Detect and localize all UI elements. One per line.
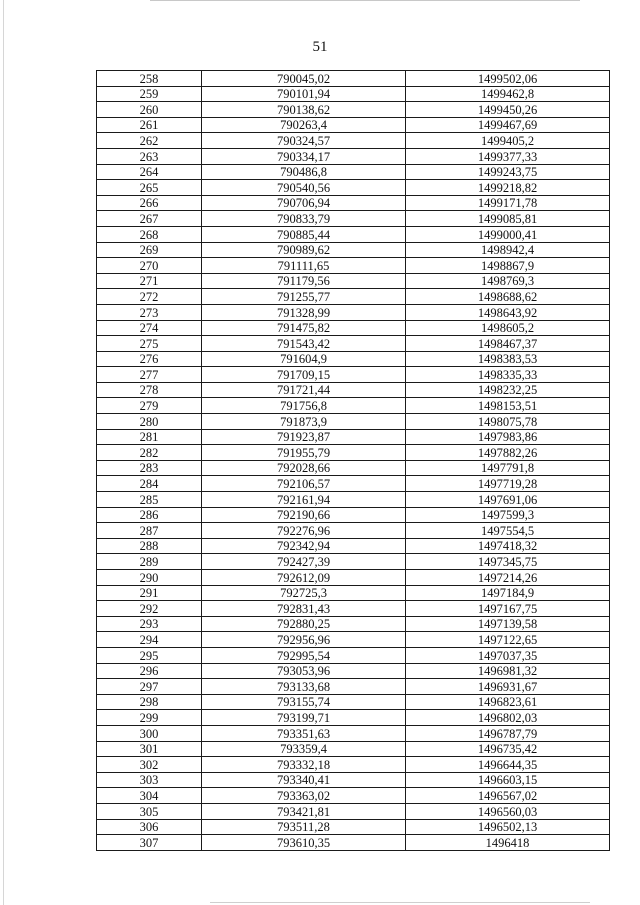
table-row <box>97 476 610 492</box>
point-number-cell: 307 <box>97 835 202 851</box>
point-number-cell: 265 <box>97 180 202 196</box>
x-coordinate-cell: 790885,44 <box>202 226 406 242</box>
y-coordinate-cell: 1499467,69 <box>406 117 610 133</box>
point-number-cell: 300 <box>97 725 202 741</box>
point-number-cell: 287 <box>97 523 202 539</box>
y-coordinate-cell: 1498942,4 <box>406 242 610 258</box>
point-number-cell: 278 <box>97 382 202 398</box>
x-coordinate-cell: 790833,79 <box>202 211 406 227</box>
y-coordinate-cell: 1497139,58 <box>406 616 610 632</box>
x-coordinate-cell: 792276,96 <box>202 523 406 539</box>
y-coordinate-cell: 1496567,02 <box>406 788 610 804</box>
y-coordinate-cell: 1497418,32 <box>406 538 610 554</box>
y-coordinate-cell: 1497122,65 <box>406 632 610 648</box>
y-coordinate-cell: 1496981,32 <box>406 663 610 679</box>
point-number-cell: 294 <box>97 632 202 648</box>
table-row <box>97 195 610 211</box>
y-coordinate-cell: 1498643,92 <box>406 304 610 320</box>
x-coordinate-cell: 792995,54 <box>202 647 406 663</box>
y-coordinate-cell: 1496502,13 <box>406 819 610 835</box>
point-number-cell: 275 <box>97 336 202 352</box>
point-number-cell: 297 <box>97 679 202 695</box>
table-row <box>97 133 610 149</box>
y-coordinate-cell: 1498867,9 <box>406 258 610 274</box>
scan-edge-bottom <box>210 902 590 903</box>
x-coordinate-cell: 792190,66 <box>202 507 406 523</box>
coordinates-table-body <box>97 71 610 851</box>
x-coordinate-cell: 790540,56 <box>202 180 406 196</box>
point-number-cell: 281 <box>97 429 202 445</box>
point-number-cell: 292 <box>97 601 202 617</box>
y-coordinate-cell: 1497037,35 <box>406 647 610 663</box>
point-number-cell: 299 <box>97 710 202 726</box>
x-coordinate-cell: 793133,68 <box>202 679 406 695</box>
x-coordinate-cell: 793511,28 <box>202 819 406 835</box>
y-coordinate-cell: 1499085,81 <box>406 211 610 227</box>
x-coordinate-cell: 793421,81 <box>202 803 406 819</box>
y-coordinate-cell: 1498688,62 <box>406 289 610 305</box>
x-coordinate-cell: 791604,9 <box>202 351 406 367</box>
y-coordinate-cell: 1499450,26 <box>406 102 610 118</box>
x-coordinate-cell: 793053,96 <box>202 663 406 679</box>
table-row <box>97 616 610 632</box>
x-coordinate-cell: 792612,09 <box>202 570 406 586</box>
table-row <box>97 445 610 461</box>
x-coordinate-cell: 790263,4 <box>202 117 406 133</box>
x-coordinate-cell: 793340,41 <box>202 772 406 788</box>
x-coordinate-cell: 790324,57 <box>202 133 406 149</box>
x-coordinate-cell: 791756,8 <box>202 398 406 414</box>
table-row <box>97 86 610 102</box>
point-number-cell: 286 <box>97 507 202 523</box>
table-row <box>97 835 610 851</box>
point-number-cell: 260 <box>97 102 202 118</box>
point-number-cell: 282 <box>97 445 202 461</box>
y-coordinate-cell: 1498605,2 <box>406 320 610 336</box>
table-row <box>97 336 610 352</box>
x-coordinate-cell: 792880,25 <box>202 616 406 632</box>
x-coordinate-cell: 790101,94 <box>202 86 406 102</box>
point-number-cell: 293 <box>97 616 202 632</box>
table-row <box>97 492 610 508</box>
y-coordinate-cell: 1499171,78 <box>406 195 610 211</box>
x-coordinate-cell: 791955,79 <box>202 445 406 461</box>
table-row <box>97 460 610 476</box>
x-coordinate-cell: 792028,66 <box>202 460 406 476</box>
y-coordinate-cell: 1497691,06 <box>406 492 610 508</box>
table-row <box>97 757 610 773</box>
table-row <box>97 647 610 663</box>
x-coordinate-cell: 791873,9 <box>202 414 406 430</box>
x-coordinate-cell: 792161,94 <box>202 492 406 508</box>
y-coordinate-cell: 1497882,26 <box>406 445 610 461</box>
x-coordinate-cell: 792831,43 <box>202 601 406 617</box>
table-row <box>97 585 610 601</box>
point-number-cell: 269 <box>97 242 202 258</box>
scan-edge-left <box>3 0 4 905</box>
point-number-cell: 272 <box>97 289 202 305</box>
table-row <box>97 632 610 648</box>
table-row <box>97 273 610 289</box>
table-row <box>97 523 610 539</box>
x-coordinate-cell: 791923,87 <box>202 429 406 445</box>
point-number-cell: 263 <box>97 148 202 164</box>
scan-edge-top <box>150 0 580 1</box>
point-number-cell: 288 <box>97 538 202 554</box>
y-coordinate-cell: 1496644,35 <box>406 757 610 773</box>
point-number-cell: 285 <box>97 492 202 508</box>
point-number-cell: 274 <box>97 320 202 336</box>
point-number-cell: 301 <box>97 741 202 757</box>
point-number-cell: 306 <box>97 819 202 835</box>
table-row <box>97 819 610 835</box>
table-row <box>97 148 610 164</box>
y-coordinate-cell: 1496735,42 <box>406 741 610 757</box>
y-coordinate-cell: 1496802,03 <box>406 710 610 726</box>
coordinates-table <box>96 70 610 851</box>
x-coordinate-cell: 791328,99 <box>202 304 406 320</box>
y-coordinate-cell: 1499462,8 <box>406 86 610 102</box>
table-row <box>97 725 610 741</box>
point-number-cell: 268 <box>97 226 202 242</box>
table-row <box>97 117 610 133</box>
table-row <box>97 351 610 367</box>
point-number-cell: 295 <box>97 647 202 663</box>
point-number-cell: 277 <box>97 367 202 383</box>
y-coordinate-cell: 1498383,53 <box>406 351 610 367</box>
table-row <box>97 554 610 570</box>
point-number-cell: 279 <box>97 398 202 414</box>
table-row <box>97 414 610 430</box>
y-coordinate-cell: 1496603,15 <box>406 772 610 788</box>
y-coordinate-cell: 1497599,3 <box>406 507 610 523</box>
table-row <box>97 741 610 757</box>
y-coordinate-cell: 1498153,51 <box>406 398 610 414</box>
table-row <box>97 304 610 320</box>
point-number-cell: 289 <box>97 554 202 570</box>
table-row <box>97 226 610 242</box>
table-row <box>97 570 610 586</box>
x-coordinate-cell: 791111,65 <box>202 258 406 274</box>
point-number-cell: 270 <box>97 258 202 274</box>
y-coordinate-cell: 1499405,2 <box>406 133 610 149</box>
point-number-cell: 296 <box>97 663 202 679</box>
table-row <box>97 180 610 196</box>
x-coordinate-cell: 790334,17 <box>202 148 406 164</box>
y-coordinate-cell: 1499243,75 <box>406 164 610 180</box>
x-coordinate-cell: 790989,62 <box>202 242 406 258</box>
y-coordinate-cell: 1497983,86 <box>406 429 610 445</box>
table-row <box>97 242 610 258</box>
table-row <box>97 788 610 804</box>
table-row <box>97 538 610 554</box>
y-coordinate-cell: 1496823,61 <box>406 694 610 710</box>
x-coordinate-cell: 792427,39 <box>202 554 406 570</box>
x-coordinate-cell: 792725,3 <box>202 585 406 601</box>
y-coordinate-cell: 1498232,25 <box>406 382 610 398</box>
point-number-cell: 303 <box>97 772 202 788</box>
y-coordinate-cell: 1497184,9 <box>406 585 610 601</box>
x-coordinate-cell: 791543,42 <box>202 336 406 352</box>
x-coordinate-cell: 792956,96 <box>202 632 406 648</box>
x-coordinate-cell: 792106,57 <box>202 476 406 492</box>
x-coordinate-cell: 790486,8 <box>202 164 406 180</box>
table-row <box>97 71 610 87</box>
y-coordinate-cell: 1497554,5 <box>406 523 610 539</box>
table-row <box>97 211 610 227</box>
x-coordinate-cell: 793359,4 <box>202 741 406 757</box>
table-row <box>97 772 610 788</box>
y-coordinate-cell: 1498335,33 <box>406 367 610 383</box>
point-number-cell: 304 <box>97 788 202 804</box>
y-coordinate-cell: 1497167,75 <box>406 601 610 617</box>
x-coordinate-cell: 791179,56 <box>202 273 406 289</box>
x-coordinate-cell: 792342,94 <box>202 538 406 554</box>
table-row <box>97 102 610 118</box>
y-coordinate-cell: 1497719,28 <box>406 476 610 492</box>
table-row <box>97 289 610 305</box>
table-row <box>97 258 610 274</box>
y-coordinate-cell: 1497791,8 <box>406 460 610 476</box>
y-coordinate-cell: 1496560,03 <box>406 803 610 819</box>
y-coordinate-cell: 1498769,3 <box>406 273 610 289</box>
table-row <box>97 507 610 523</box>
x-coordinate-cell: 791475,82 <box>202 320 406 336</box>
x-coordinate-cell: 793155,74 <box>202 694 406 710</box>
table-row <box>97 398 610 414</box>
y-coordinate-cell: 1497214,26 <box>406 570 610 586</box>
table-row <box>97 710 610 726</box>
y-coordinate-cell: 1499218,82 <box>406 180 610 196</box>
x-coordinate-cell: 790706,94 <box>202 195 406 211</box>
x-coordinate-cell: 793332,18 <box>202 757 406 773</box>
table-row <box>97 663 610 679</box>
page-number: 51 <box>312 39 328 55</box>
point-number-cell: 262 <box>97 133 202 149</box>
point-number-cell: 273 <box>97 304 202 320</box>
x-coordinate-cell: 790045,02 <box>202 71 406 87</box>
table-row <box>97 164 610 180</box>
point-number-cell: 266 <box>97 195 202 211</box>
x-coordinate-cell: 791709,15 <box>202 367 406 383</box>
point-number-cell: 305 <box>97 803 202 819</box>
x-coordinate-cell: 793351,63 <box>202 725 406 741</box>
y-coordinate-cell: 1498075,78 <box>406 414 610 430</box>
y-coordinate-cell: 1499000,41 <box>406 226 610 242</box>
point-number-cell: 261 <box>97 117 202 133</box>
point-number-cell: 284 <box>97 476 202 492</box>
point-number-cell: 290 <box>97 570 202 586</box>
point-number-cell: 280 <box>97 414 202 430</box>
table-row <box>97 429 610 445</box>
table-row <box>97 382 610 398</box>
x-coordinate-cell: 793363,02 <box>202 788 406 804</box>
point-number-cell: 258 <box>97 71 202 87</box>
y-coordinate-cell: 1499502,06 <box>406 71 610 87</box>
point-number-cell: 276 <box>97 351 202 367</box>
table-row <box>97 679 610 695</box>
table-row <box>97 601 610 617</box>
point-number-cell: 271 <box>97 273 202 289</box>
point-number-cell: 283 <box>97 460 202 476</box>
point-number-cell: 298 <box>97 694 202 710</box>
table-row <box>97 320 610 336</box>
table-row <box>97 803 610 819</box>
y-coordinate-cell: 1496418 <box>406 835 610 851</box>
x-coordinate-cell: 790138,62 <box>202 102 406 118</box>
x-coordinate-cell: 791721,44 <box>202 382 406 398</box>
point-number-cell: 259 <box>97 86 202 102</box>
x-coordinate-cell: 793199,71 <box>202 710 406 726</box>
y-coordinate-cell: 1496787,79 <box>406 725 610 741</box>
table-row <box>97 367 610 383</box>
y-coordinate-cell: 1496931,67 <box>406 679 610 695</box>
table-row <box>97 694 610 710</box>
y-coordinate-cell: 1498467,37 <box>406 336 610 352</box>
x-coordinate-cell: 793610,35 <box>202 835 406 851</box>
x-coordinate-cell: 791255,77 <box>202 289 406 305</box>
point-number-cell: 267 <box>97 211 202 227</box>
point-number-cell: 291 <box>97 585 202 601</box>
y-coordinate-cell: 1497345,75 <box>406 554 610 570</box>
point-number-cell: 264 <box>97 164 202 180</box>
point-number-cell: 302 <box>97 757 202 773</box>
y-coordinate-cell: 1499377,33 <box>406 148 610 164</box>
